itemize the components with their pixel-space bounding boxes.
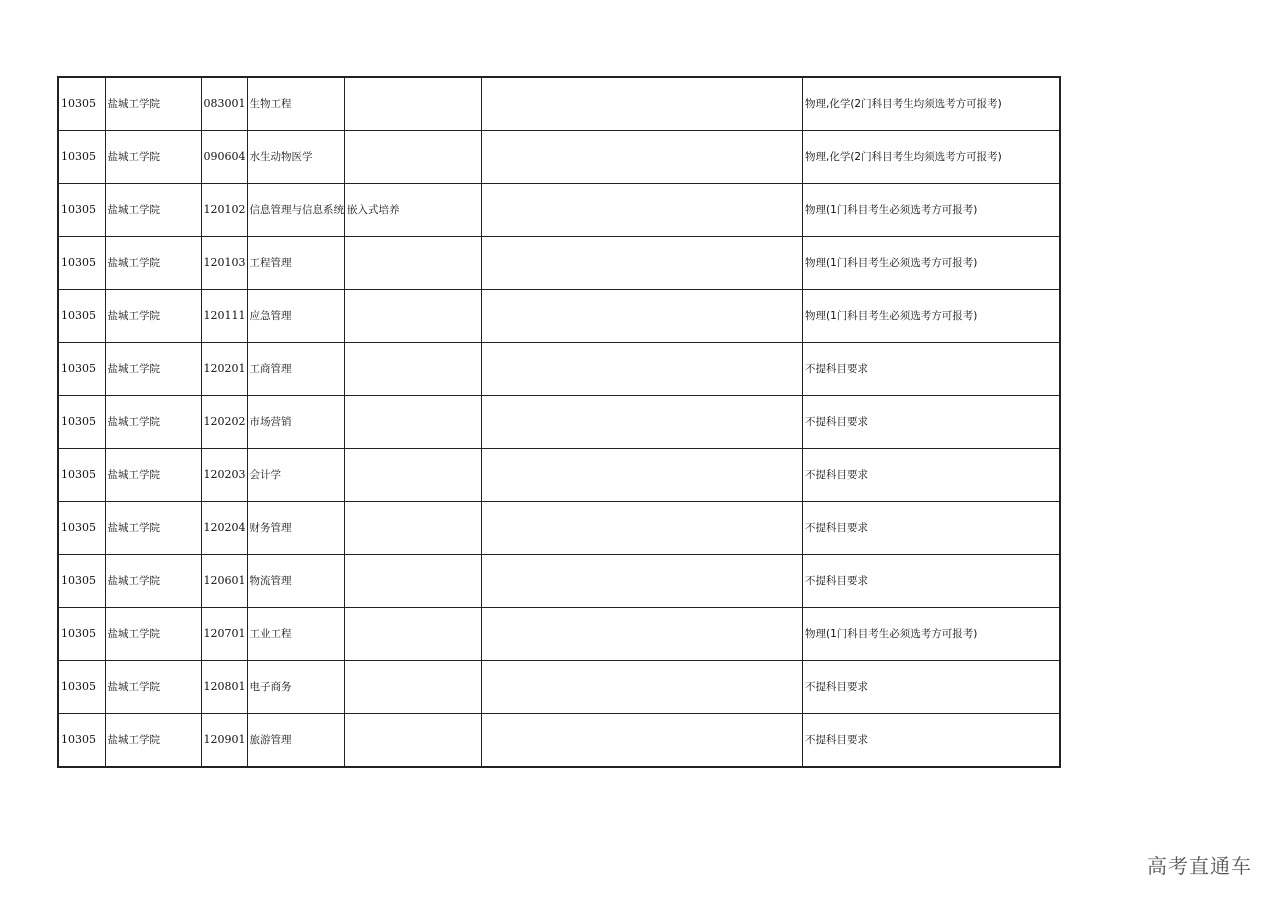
school-name-cell: 盐城工学院 [105,502,201,555]
school-code-cell: 10305 [58,290,105,343]
major-name-cell: 旅游管理 [247,714,345,768]
major-note-cell [345,449,482,502]
table-row [58,608,1060,661]
school-name-cell: 盐城工学院 [105,184,201,237]
blank-cell [482,184,803,237]
table-row [58,77,1060,131]
major-code-cell: 120202 [201,396,247,449]
major-code-cell: 083001 [201,77,247,131]
major-code-cell: 120102 [201,184,247,237]
school-name-cell: 盐城工学院 [105,290,201,343]
table-row [58,184,1060,237]
school-code-cell: 10305 [58,343,105,396]
school-code-cell: 10305 [58,608,105,661]
major-note-cell [345,343,482,396]
major-name-cell: 水生动物医学 [247,131,345,184]
school-code-cell: 10305 [58,555,105,608]
blank-cell [482,714,803,768]
table-row [58,237,1060,290]
subject-requirement-cell: 不提科目要求 [803,714,1060,768]
major-code-cell: 120203 [201,449,247,502]
major-name-cell: 应急管理 [247,290,345,343]
school-code-cell: 10305 [58,237,105,290]
table-row [58,714,1060,768]
table-body [58,77,1060,767]
school-name-cell: 盐城工学院 [105,555,201,608]
school-name-cell: 盐城工学院 [105,396,201,449]
school-name-cell: 盐城工学院 [105,237,201,290]
school-code-cell: 10305 [58,449,105,502]
subject-requirement-cell: 物理(1门科目考生必须选考方可报考) [803,184,1060,237]
blank-cell [482,396,803,449]
blank-cell [482,449,803,502]
school-name-cell: 盐城工学院 [105,608,201,661]
blank-cell [482,608,803,661]
blank-cell [482,131,803,184]
table-row [58,555,1060,608]
major-name-cell: 工商管理 [247,343,345,396]
blank-cell [482,290,803,343]
school-name-cell: 盐城工学院 [105,661,201,714]
major-code-cell: 120204 [201,502,247,555]
watermark-text: 高考直通车 [1147,854,1252,878]
school-code-cell: 10305 [58,502,105,555]
major-code-cell: 120201 [201,343,247,396]
major-name-cell: 财务管理 [247,502,345,555]
table-row [58,396,1060,449]
major-code-cell: 120701 [201,608,247,661]
school-name-cell: 盐城工学院 [105,449,201,502]
table-row [58,131,1060,184]
subject-requirement-cell: 不提科目要求 [803,502,1060,555]
major-note-cell [345,502,482,555]
table-row [58,449,1060,502]
major-note-cell [345,131,482,184]
blank-cell [482,237,803,290]
subject-requirement-cell: 不提科目要求 [803,343,1060,396]
school-name-cell: 盐城工学院 [105,343,201,396]
blank-cell [482,661,803,714]
major-code-cell: 120801 [201,661,247,714]
subject-requirement-cell: 不提科目要求 [803,449,1060,502]
school-code-cell: 10305 [58,77,105,131]
major-note-cell [345,396,482,449]
subject-requirement-cell: 不提科目要求 [803,661,1060,714]
table-row [58,343,1060,396]
major-note-cell [345,608,482,661]
table-row [58,290,1060,343]
major-note-cell [345,555,482,608]
major-note-cell [345,237,482,290]
subject-requirement-cell: 物理,化学(2门科目考生均须选考方可报考) [803,77,1060,131]
school-code-cell: 10305 [58,131,105,184]
subject-requirement-cell: 物理,化学(2门科目考生均须选考方可报考) [803,131,1060,184]
major-note-cell: 嵌入式培养 [345,184,482,237]
major-name-cell: 工程管理 [247,237,345,290]
major-name-cell: 会计学 [247,449,345,502]
table-row [58,661,1060,714]
major-name-cell: 物流管理 [247,555,345,608]
school-code-cell: 10305 [58,661,105,714]
major-name-cell: 信息管理与信息系统 [247,184,345,237]
blank-cell [482,502,803,555]
major-name-cell: 生物工程 [247,77,345,131]
major-code-cell: 090604 [201,131,247,184]
major-note-cell [345,290,482,343]
school-name-cell: 盐城工学院 [105,714,201,768]
blank-cell [482,343,803,396]
subject-requirement-cell: 不提科目要求 [803,396,1060,449]
major-code-cell: 120901 [201,714,247,768]
subject-requirement-cell: 物理(1门科目考生必须选考方可报考) [803,237,1060,290]
subject-requirement-cell: 物理(1门科目考生必须选考方可报考) [803,290,1060,343]
major-code-cell: 120103 [201,237,247,290]
major-note-cell [345,714,482,768]
major-code-cell: 120601 [201,555,247,608]
subject-requirement-cell: 物理(1门科目考生必须选考方可报考) [803,608,1060,661]
admission-subject-requirements-table [57,76,1061,768]
major-code-cell: 120111 [201,290,247,343]
blank-cell [482,555,803,608]
table-row [58,502,1060,555]
major-name-cell: 市场营销 [247,396,345,449]
school-code-cell: 10305 [58,714,105,768]
school-code-cell: 10305 [58,184,105,237]
school-name-cell: 盐城工学院 [105,77,201,131]
school-name-cell: 盐城工学院 [105,131,201,184]
blank-cell [482,77,803,131]
subject-requirement-cell: 不提科目要求 [803,555,1060,608]
school-code-cell: 10305 [58,396,105,449]
major-name-cell: 电子商务 [247,661,345,714]
major-note-cell [345,661,482,714]
major-note-cell [345,77,482,131]
major-name-cell: 工业工程 [247,608,345,661]
